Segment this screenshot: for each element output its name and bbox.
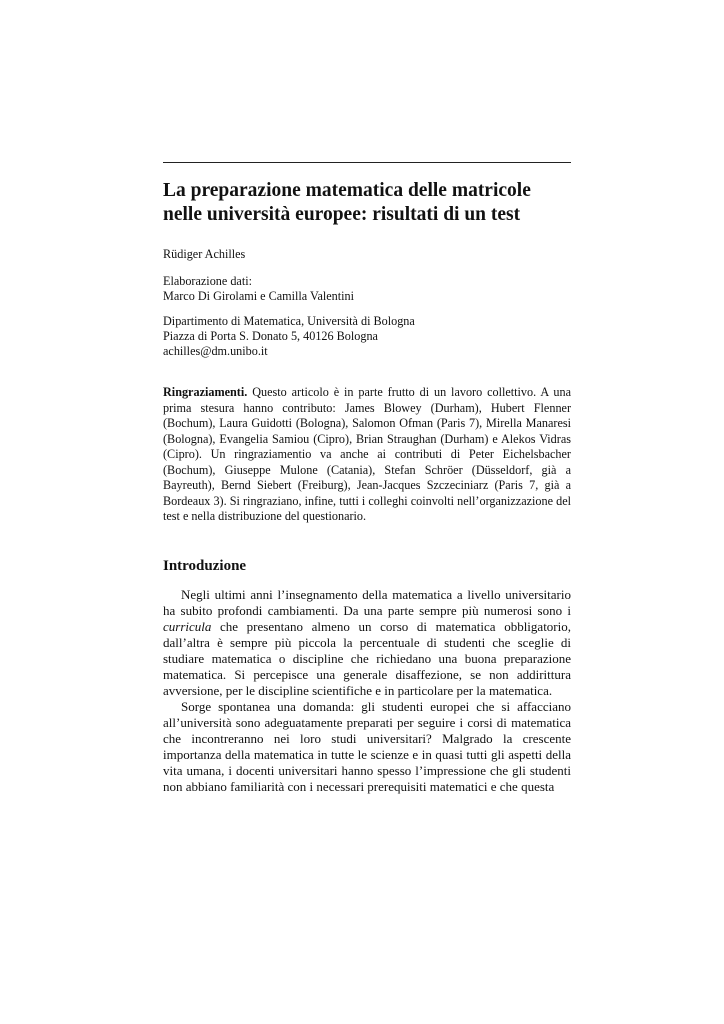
paper-page [163, 162, 571, 795]
intro-paragraph-1 [163, 587, 571, 699]
author-name: Rüdiger Achilles [163, 247, 246, 261]
top-rule [163, 162, 571, 163]
intro-p1-italic: curricula [163, 618, 212, 634]
acknowledgments [163, 385, 571, 525]
affiliation-department: Dipartimento di Matematica, Università di Bologna [163, 314, 415, 328]
author-email: achilles@dm.unibo.it [163, 344, 268, 358]
section-heading-introduzione: Introduzione [163, 557, 247, 574]
acknowledgments-text: Questo articolo è in parte frutto di un lavoro collettivo. A una prima stesura hanno contributo: James Blowey (Durham), Hubert Flenner (Bochum), Laura Guidotti (Bologna), Salomon Ofman (Paris 7), Mirella Manaresi (Bologna), Evangelia Samiou (Cipro), Brian Straughan (Durham) e Alekos Vidras (Cipro). Un ringraziamentio va anche ai contributi di Peter Eichelsbacher (Bochum), Giuseppe Mulone (Catania), Stefan Schröer (Düsseldorf, già a Bayreuth), Bernd Siebert (Freiburg), Jean-Jacques Szczeciniarz (Paris 7, già a Bordeaux 3). Si ringraziano, infine, tutti i colleghi coinvolti nell’organizzazione del test e nella distribuzione del questionario. [163, 385, 571, 523]
affiliation [163, 314, 571, 359]
paper-title [163, 179, 571, 227]
intro-p1-end: che presentano almeno un corso di matematica obbligatorio, dall’altra è sempre più piccola la percentuale di studenti che sceglie di studiare matematica o discipline che richiedano una buona preparazione matematica. Si percepisce una generale disaffezione, se non addirittura avversione, per le discipline scientifiche e in particolare per la matematica. [163, 618, 571, 698]
intro-paragraph-2: Sorge spontanea una domanda: gli studenti europei che si affacciano all’università sono adeguatamente preparati per seguire i corsi di matematica che incontreranno nei loro studi universitari? Malgrado la crescente importanza della matematica in tutte le scienze e in quasi tutti gli aspetti della vita umana, i docenti universitari hanno spesso l’impressione che gli studenti non abbiano familiarità con i necessari prerequisiti matematici e che questa [163, 698, 571, 794]
affiliation-address: Piazza di Porta S. Donato 5, 40126 Bologna [163, 329, 378, 343]
data-processing-names: Marco Di Girolami e Camilla Valentini [163, 289, 355, 303]
acknowledgments-label: Ringraziamenti. [163, 385, 248, 399]
intro-p1-start: Negli ultimi anni l’insegnamento della matematica a livello universitario ha subito profondi cambiamenti. Da una parte sempre più numerosi sono i [163, 586, 571, 618]
title-line-1: La preparazione matematica delle matricole [163, 180, 531, 201]
title-line-2: nelle università europee: risultati di un test [163, 204, 521, 225]
data-processing-label: Elaborazione dati: [163, 274, 252, 288]
data-processing [163, 274, 571, 304]
